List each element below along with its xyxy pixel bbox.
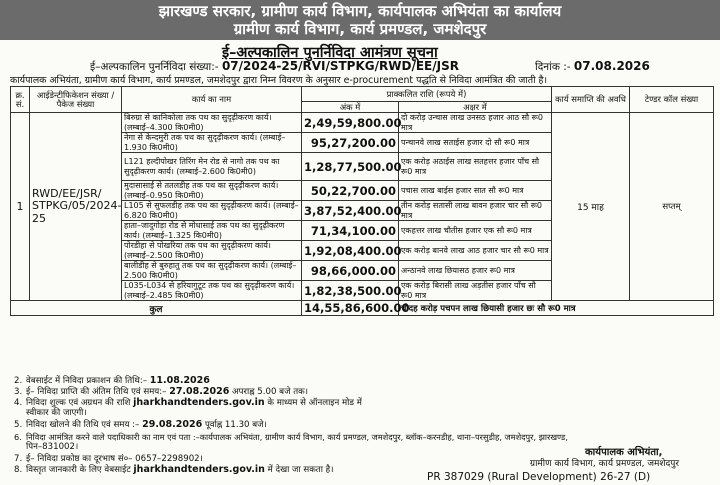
package-number: RWD/EE/JSR/ STPKG/05/2024-25 <box>30 113 122 301</box>
amount-words: एक करोड़ बिरासी लाख अड़तीस हजार पाँच सौ रू0 मात्र <box>399 281 552 301</box>
amount-figures: 1,92,08,400.00 <box>302 241 399 261</box>
amount-figures: 95,27,200.00 <box>302 133 399 153</box>
amount-figures: 1,28,77,500.00 <box>302 153 399 181</box>
footer-item-6: 6. निविदा आमंत्रित करने वाले पदाधिकारी का नाम एवं पता :–कार्यपालक अभियंता, ग्रामीण कार्य विभाग, कार्य प्रमण्डल, जमशेदपुर, ब्लॉक–करनडीह, थाना–परसुडीह, जमशेदपुर, झारखण्ड, <box>14 432 568 442</box>
header-period: कार्य समाप्ति की अवधि <box>552 87 630 113</box>
amount-figures: 50,22,700.00 <box>302 181 399 201</box>
signature-title: कार्यपालक अभियंता, <box>585 447 663 458</box>
footer-item-5: 5. निविदा खोलने की तिथि एवं समय :– 29.08.2026 पूर्वाह्न 11.30 बजे। <box>14 419 267 430</box>
amount-figures: 3,87,52,400.00 <box>302 201 399 221</box>
header-work: कार्य का नाम <box>122 87 302 113</box>
amount-words: पन्चानवे लाख सताईस हजार दो सौ रू0 मात्र <box>399 133 552 153</box>
notice-date <box>535 59 650 74</box>
total-row <box>11 301 714 316</box>
date-label: दिनांक :- <box>535 61 571 73</box>
footer-item-6-cont: पिन–831002। <box>26 442 79 452</box>
tender-call-number: सप्तम् <box>630 113 714 301</box>
amount-words: एक करोड़ अठाईस लाख सतहत्तर हजार पाँच सौ रू0 मात्र <box>399 153 552 181</box>
work-name: L105 से सुफलडीह तक पथ का सुदृढ़ीकरण कार्य। (लम्बाई–6.820 कि0मी0) <box>122 201 302 221</box>
total-amount: 14,55,86,600.00 <box>302 301 399 316</box>
amount-words: पचास लाख बाईस हजार सात सौ रू0 मात्र <box>399 181 552 201</box>
amount-figures: 71,34,100.00 <box>302 221 399 241</box>
amount-figures: 98,66,000.00 <box>302 261 399 281</box>
header-package: आईडेन्टीफिकेशन संख्या / पैकेज संख्या <box>30 87 122 113</box>
reference-line <box>90 59 459 74</box>
table-row <box>11 113 714 133</box>
footer-item-8: 8. विस्तृत जानकारी के लिए वेबसाईट jharkhandtenders.gov.in में देखा जा सकता है। <box>14 464 334 475</box>
header-in-words: अक्षर में <box>399 102 552 113</box>
work-name: L121 हल्दीपोखर तिरिंग मेन रोड से नागो तक पथ का सुदृढ़ीकरण कार्य। (लम्बाई–2.600 कि0मी0) <box>122 153 302 181</box>
header-sl: क्र. सं. <box>11 87 30 113</box>
work-name: नेगा से केन्दमुरी तक पथ का सुदृढ़ीकरण कार्य। (लम्बाई–1.930 कि0मी0) <box>122 133 302 153</box>
header-amount: प्राक्कलित राशि (रूपये में) <box>302 87 552 102</box>
work-name: L035-L034 से हरियागुटूट तक पथ का सुदृढ़ीकरण कार्य। (लम्बाई–2.485 कि0मी0) <box>122 281 302 301</box>
amount-words: अन्ठानवे लाख छियासठ हजार रू0 मात्र <box>399 261 552 281</box>
footer-item-4: 4. निविदा शुल्क एवं अग्रधन की राशि jharkhandtenders.gov.in के माध्यम से ऑनलाइन मोड में <box>14 397 362 408</box>
work-name: बालीडीह से बुरुहातु तक पथ का सुदृढ़ीकरण कार्य। (लम्बाई–2.500 कि0मी0) <box>122 261 302 281</box>
amount-figures: 1,82,38,500.00 <box>302 281 399 301</box>
amount-words: तीन करोड़ सतासी लाख बावन हजार चार सौ रू0 मात्र <box>399 201 552 221</box>
office-header <box>0 0 720 40</box>
total-label: कुल <box>11 301 302 316</box>
tender-table <box>10 86 714 316</box>
footer-item-3: 3. ई– निविदा प्राप्ति की अंतिम तिथि एवं समय:– 27.08.2026 अपराह्न 5.00 बजे तक। <box>14 386 308 397</box>
amount-words: दो करोड़ उन्चास लाख उनसठ हजार आठ सौ रू0 मात्र <box>399 113 552 133</box>
amount-words: एक करोड़ बानवे लाख आठ हजार चार सौ रू0 मात्र <box>399 241 552 261</box>
reference-label: ई–अल्पकालिन पुनर्निविदा संख्या:- <box>90 61 219 73</box>
date-value: 07.08.2026 <box>573 59 650 73</box>
website-link: jharkhandtenders.gov.in <box>133 397 265 408</box>
intro-text: कार्यपालक अभियंता, ग्रामीण कार्य विभाग, कार्य प्रमण्डल, जमशेदपुर द्वारा निम्न विवरण के अनुसार e-procurement पद्धति से निविदा आमंत्रित की जाती है। <box>10 75 548 86</box>
serial-number: 1 <box>11 113 30 301</box>
header-tender-call: टेण्डर कॉल संख्या <box>630 87 714 113</box>
footer-item-7: 7. ई– निविदा प्रकोष्ठ का दूरभाष सं०– 0657–2298902। <box>14 454 203 464</box>
signature-department: ग्रामीण कार्य विभाग, कार्य प्रमण्डल, जमशेदपुर <box>530 459 680 469</box>
header-line-1: झारखण्ड सरकार, ग्रामीण कार्य विभाग, कार्यपालक अभियंता का कार्यालय <box>158 2 562 20</box>
work-name: मुदासासाई से ततलडीह तक पथ का सुदृढ़ीकरण कार्य। (लम्बाई–0.950 कि0मी0) <box>122 181 302 201</box>
notice-title: ई–अल्पकालिन पुनर्निविदा आमंत्रण सूचना <box>222 45 438 61</box>
footer-item-4-cont: स्वीकार की जाएगी। <box>26 408 87 418</box>
header-in-figures: अंक में <box>302 102 399 113</box>
amount-words: एकहत्तर लाख चौतीस हजार एक सौ रू0 मात्र <box>399 221 552 241</box>
total-words: चौदह करोड़ पचपन लाख छियासी हजार छः सौ रू0 मात्र <box>399 301 714 316</box>
work-name: पोरडीहा से पोखरिया तक पथ का सुदृढ़ीकरण कार्य। (लम्बाई–2.500 कि0मी0) <box>122 241 302 261</box>
reference-number: 07/2024-25/RVI/STPKG/RWD/EE/JSR <box>221 59 459 73</box>
work-name: हाता–जादुगोड़ा रोड से मोधासाई तक पथ का सुदृढ़ीकरण कार्य। (लम्बाई–1.325 कि0मी0) <box>122 221 302 241</box>
work-name: बिरुग्रा से कानिकोला तक पथ का सुदृढ़ीकरण कार्य। (लम्बाई–4.300 कि0मी0) <box>122 113 302 133</box>
pr-number: PR 387029 (Rural Development) 26-27 (D) <box>427 471 651 483</box>
website-link: jharkhandtenders.gov.in <box>133 464 265 475</box>
footer-item-2: 2. वेबसाईट में निविदा प्रकाशन की तिथि:– 11.08.2026 <box>14 375 210 386</box>
header-line-2: ग्रामीण कार्य विभाग, कार्य प्रमण्डल, जमशेदपुर <box>233 20 487 38</box>
completion-period: 15 माह <box>552 113 630 301</box>
amount-figures: 2,49,59,800.00 <box>302 113 399 133</box>
